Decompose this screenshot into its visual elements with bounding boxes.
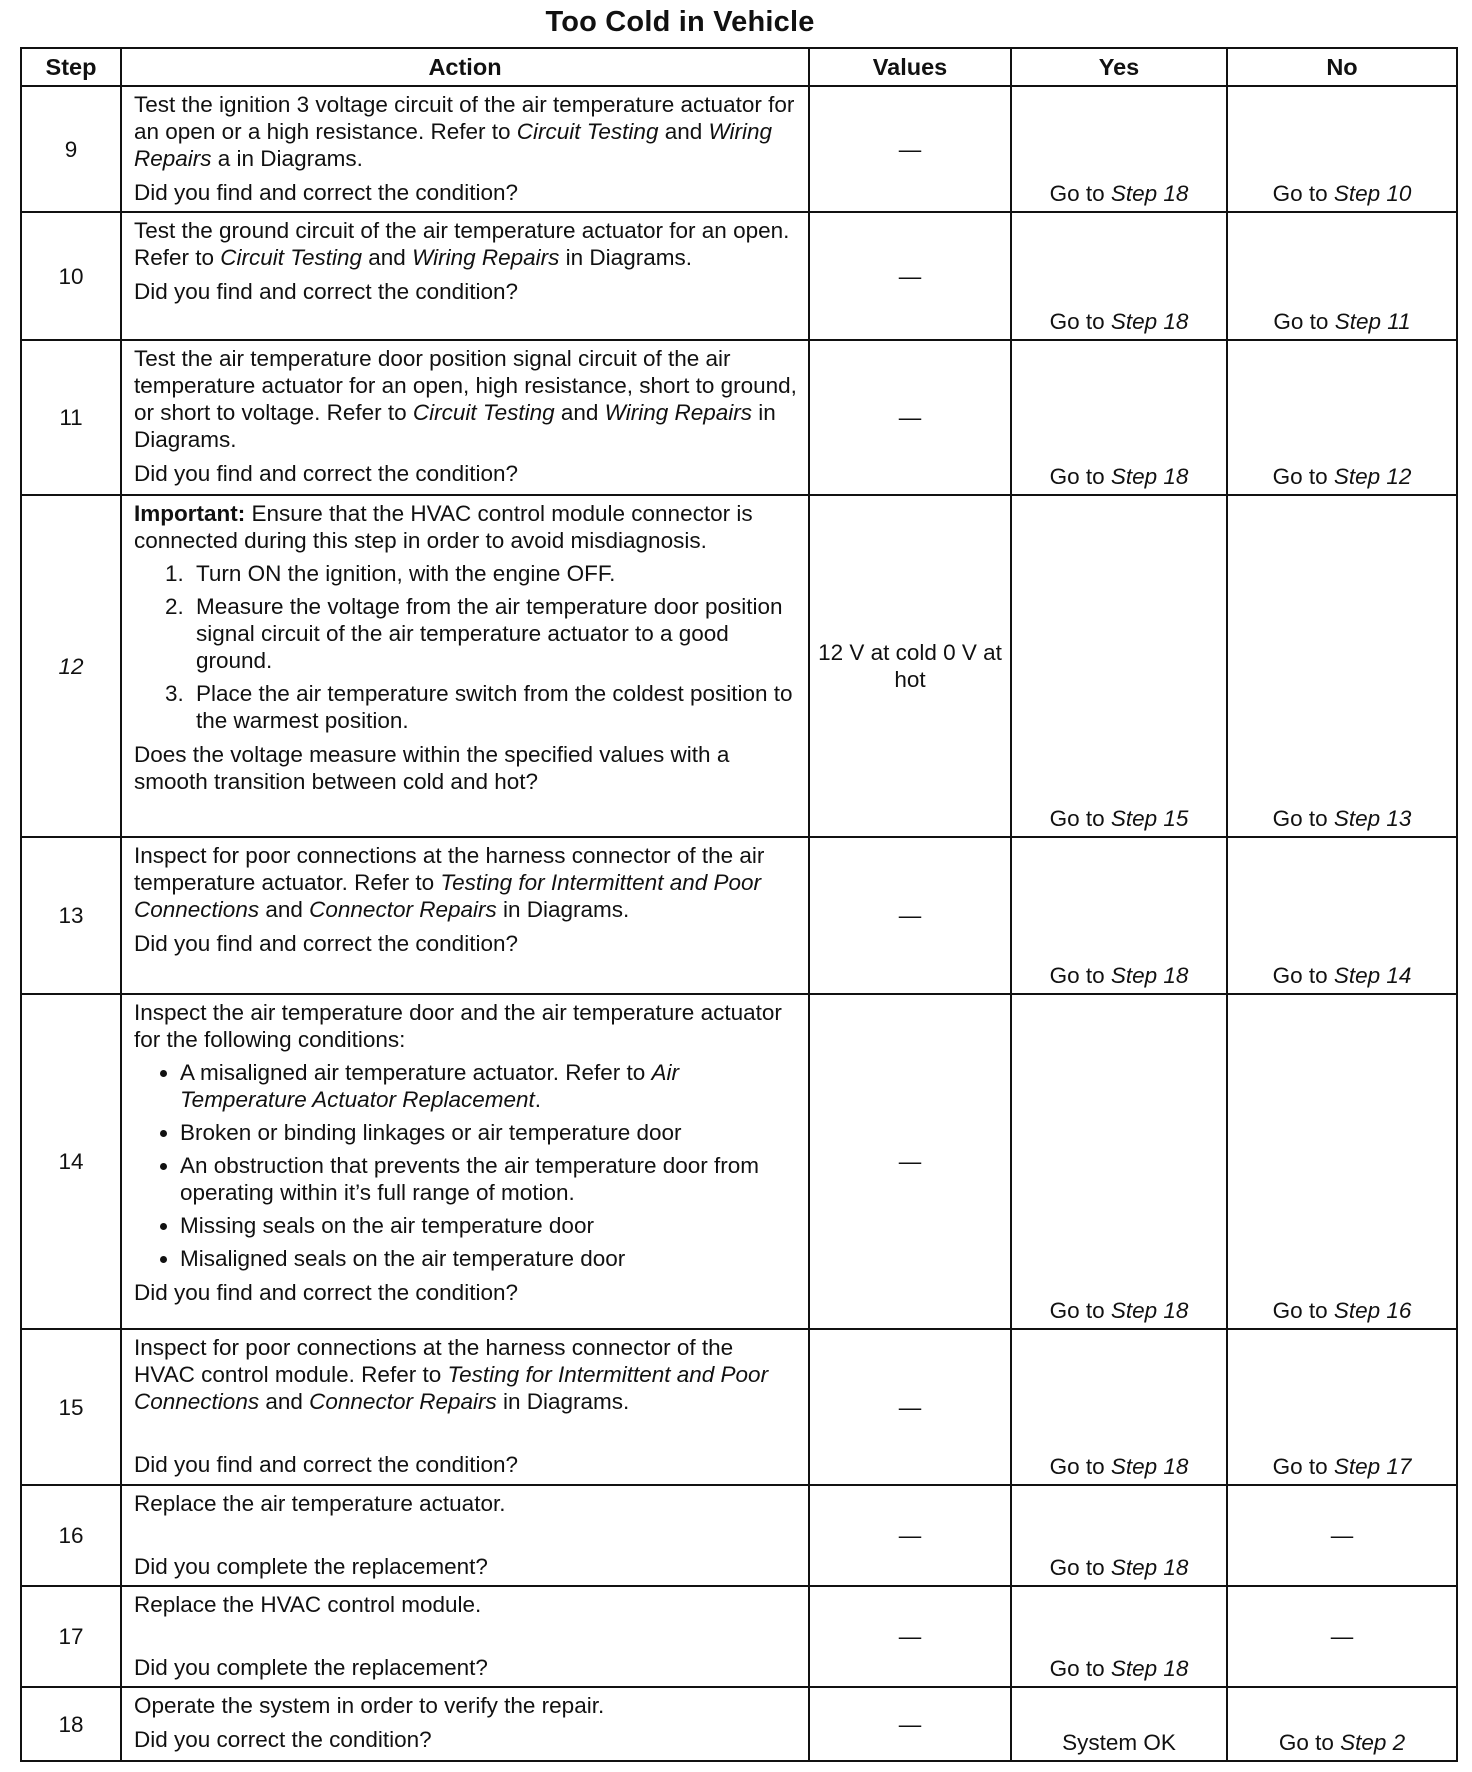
- table-row: [21, 1687, 1457, 1761]
- step-number: 16: [21, 1485, 121, 1586]
- yes-cell: Go to Step 18: [1011, 1586, 1227, 1687]
- table-row: [21, 340, 1457, 495]
- values-cell: —: [809, 1485, 1011, 1586]
- action-text: Inspect for poor connections at the harness connector of the HVAC control module. Refer to Testing for Intermittent and Poor Connections and Connector Repairs in Diagrams.: [134, 1335, 769, 1414]
- no-cell: Go to Step 16: [1227, 994, 1457, 1329]
- yes-cell: Go to Step 18: [1011, 1329, 1227, 1485]
- action-question: Did you complete the replacement?: [134, 1554, 488, 1579]
- reference-link: Circuit Testing: [412, 400, 555, 425]
- values-cell: —: [809, 1329, 1011, 1485]
- table-row: [21, 994, 1457, 1329]
- diagnostic-table: [20, 47, 1458, 1762]
- values-cell: —: [809, 340, 1011, 495]
- reference-link: Circuit Testing: [220, 245, 363, 270]
- no-cell: —: [1227, 1586, 1457, 1687]
- important-note: Important: Ensure that the HVAC control module connector is connected during this step in order to avoid misdiagnosis.: [134, 501, 753, 553]
- step-number: 15: [21, 1329, 121, 1485]
- action-cell: [121, 1485, 809, 1586]
- action-text: Test the ground circuit of the air temperature actuator for an open. Refer to Circuit Testing and Wiring Repairs in Diagrams.: [134, 218, 790, 270]
- step-number: 9: [21, 86, 121, 212]
- step-number: 14: [21, 994, 121, 1329]
- reference-link: Testing for Intermittent and Poor Connections: [134, 870, 762, 922]
- yes-cell: Go to Step 18: [1011, 340, 1227, 495]
- no-cell: Go to Step 13: [1227, 495, 1457, 837]
- action-question: Did you find and correct the condition?: [134, 461, 518, 486]
- reference-link: Air Temperature Actuator Replacement: [180, 1060, 679, 1112]
- header-yes: Yes: [1011, 48, 1227, 86]
- yes-cell: Go to Step 18: [1011, 1485, 1227, 1586]
- reference-link: Circuit Testing: [516, 119, 659, 144]
- step-number: 11: [21, 340, 121, 495]
- values-cell: —: [809, 212, 1011, 340]
- important-label: Important:: [134, 501, 246, 526]
- list-item: • Broken or binding linkages or air temperature door: [180, 1119, 798, 1146]
- action-question: Did you find and correct the condition?: [134, 1452, 518, 1477]
- action-cell: [121, 994, 809, 1329]
- action-cell: [121, 837, 809, 994]
- action-cell: [121, 1586, 809, 1687]
- table-row: [21, 212, 1457, 340]
- procedure-list: [134, 560, 798, 734]
- step-number: 13: [21, 837, 121, 994]
- reference-link: Connector Repairs: [309, 897, 497, 922]
- yes-cell: System OK: [1011, 1687, 1227, 1761]
- header-step: Step: [21, 48, 121, 86]
- action-text: Inspect the air temperature door and the air temperature actuator for the following conditions:: [134, 1000, 782, 1052]
- action-text: Inspect for poor connections at the harness connector of the air temperature actuator. Refer to Testing for Intermittent and Poor Connections and Connector Repairs in Diagrams.: [134, 843, 765, 922]
- table-row: [21, 1586, 1457, 1687]
- list-item: 2. Measure the voltage from the air temperature door position signal circuit of the air temperature actuator to a good ground.: [190, 593, 798, 674]
- action-cell: [121, 86, 809, 212]
- table-row: [21, 837, 1457, 994]
- values-cell: —: [809, 1687, 1011, 1761]
- reference-link: Connector Repairs: [309, 1389, 497, 1414]
- action-text: Replace the HVAC control module.: [134, 1592, 482, 1617]
- yes-cell: Go to Step 18: [1011, 994, 1227, 1329]
- values-cell: —: [809, 837, 1011, 994]
- action-question: Did you correct the condition?: [134, 1727, 432, 1752]
- step-number: 18: [21, 1687, 121, 1761]
- reference-link: Wiring Repairs: [134, 119, 773, 171]
- no-cell: Go to Step 11: [1227, 212, 1457, 340]
- list-item: • A misaligned air temperature actuator. Refer to Air Temperature Actuator Replacement.: [180, 1059, 798, 1113]
- no-cell: Go to Step 17: [1227, 1329, 1457, 1485]
- action-question: Did you find and correct the condition?: [134, 931, 518, 956]
- no-cell: Go to Step 14: [1227, 837, 1457, 994]
- header-row: [21, 48, 1457, 86]
- action-question: Did you find and correct the condition?: [134, 1280, 518, 1305]
- step-number: 12: [21, 495, 121, 837]
- values-cell: —: [809, 86, 1011, 212]
- action-cell: [121, 495, 809, 837]
- action-text: Test the ignition 3 voltage circuit of the air temperature actuator for an open or a high resistance. Refer to Circuit Testing and Wiring Repairs a in Diagrams.: [134, 92, 795, 171]
- no-cell: Go to Step 2: [1227, 1687, 1457, 1761]
- action-text: Operate the system in order to verify the repair.: [134, 1693, 605, 1718]
- list-item: • Missing seals on the air temperature door: [180, 1212, 798, 1239]
- table-row: [21, 495, 1457, 837]
- values-cell: 12 V at cold 0 V at hot: [809, 495, 1011, 837]
- action-question: Did you find and correct the condition?: [134, 180, 518, 205]
- action-text: Test the air temperature door position signal circuit of the air temperature actuator for an open, high resistance, short to ground, or short to voltage. Refer to Circuit Testing and Wiring Repairs in Diagrams.: [134, 346, 797, 452]
- action-question: Did you find and correct the condition?: [134, 279, 518, 304]
- list-item: 1. Turn ON the ignition, with the engine OFF.: [190, 560, 798, 587]
- table-row: [21, 1485, 1457, 1586]
- action-cell: [121, 212, 809, 340]
- no-cell: Go to Step 12: [1227, 340, 1457, 495]
- values-cell: —: [809, 1586, 1011, 1687]
- list-item: • Misaligned seals on the air temperature door: [180, 1245, 798, 1272]
- no-cell: Go to Step 10: [1227, 86, 1457, 212]
- table-row: [21, 1329, 1457, 1485]
- action-text: Replace the air temperature actuator.: [134, 1491, 506, 1516]
- step-number: 17: [21, 1586, 121, 1687]
- page-title: Too Cold in Vehicle: [545, 6, 815, 38]
- list-item: • An obstruction that prevents the air temperature door from operating within it’s full range of motion.: [180, 1152, 798, 1206]
- action-question: Did you complete the replacement?: [134, 1655, 488, 1680]
- reference-link: Testing for Intermittent and Poor Connections: [134, 1362, 769, 1414]
- action-question: Does the voltage measure within the specified values with a smooth transition between cold and hot?: [134, 742, 730, 794]
- list-item: 3. Place the air temperature switch from the coldest position to the warmest position.: [190, 680, 798, 734]
- reference-link: Wiring Repairs: [412, 245, 560, 270]
- action-cell: [121, 1687, 809, 1761]
- header-action: Action: [121, 48, 809, 86]
- table-row: [21, 86, 1457, 212]
- header-no: No: [1227, 48, 1457, 86]
- yes-cell: Go to Step 18: [1011, 837, 1227, 994]
- yes-cell: Go to Step 18: [1011, 212, 1227, 340]
- conditions-list: [134, 1059, 798, 1272]
- yes-cell: Go to Step 18: [1011, 86, 1227, 212]
- action-cell: [121, 340, 809, 495]
- step-number: 10: [21, 212, 121, 340]
- yes-cell: Go to Step 15: [1011, 495, 1227, 837]
- values-cell: —: [809, 994, 1011, 1329]
- action-cell: [121, 1329, 809, 1485]
- reference-link: Wiring Repairs: [604, 400, 753, 425]
- no-cell: —: [1227, 1485, 1457, 1586]
- header-values: Values: [809, 48, 1011, 86]
